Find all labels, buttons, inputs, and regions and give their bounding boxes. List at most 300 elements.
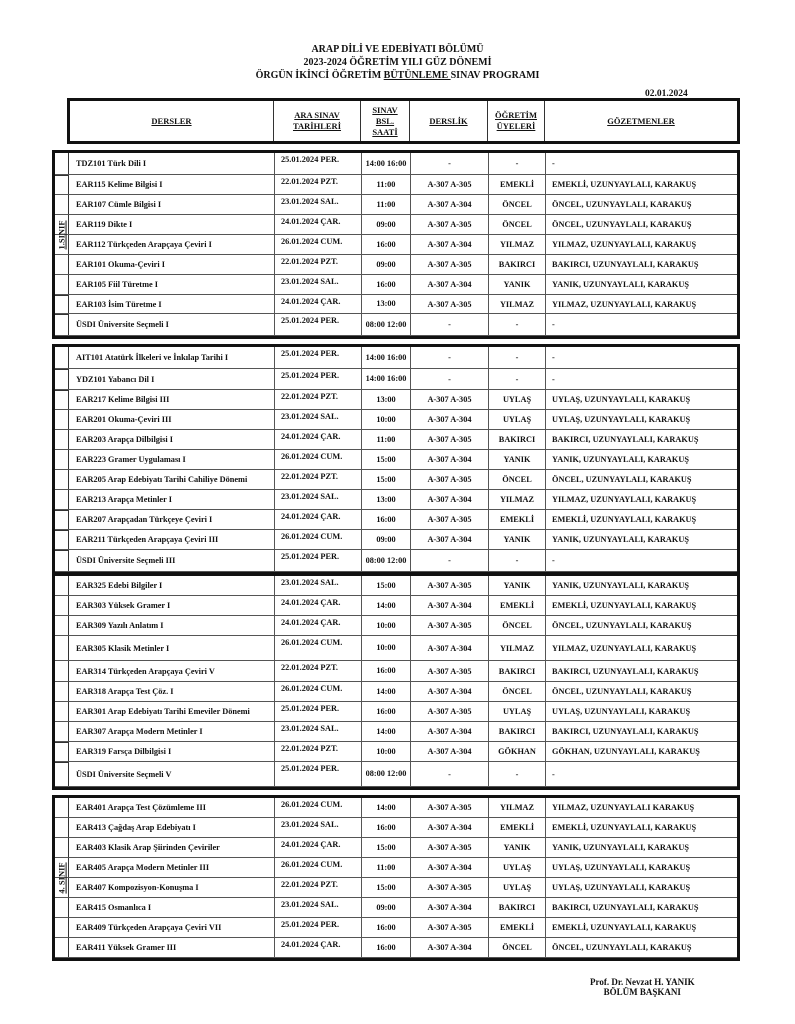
side-cell xyxy=(55,722,69,741)
instructor: - xyxy=(489,550,546,571)
classroom: A-307 A-304 xyxy=(411,275,489,294)
proctors: UYLAŞ, UZUNYAYLALI, KARAKUŞ xyxy=(552,395,691,404)
table-row xyxy=(55,918,737,938)
side-cell xyxy=(55,490,69,509)
class-level-text: 4. SINIF xyxy=(57,862,67,894)
side-cell xyxy=(55,682,69,701)
course-name: EAR314 Türkçeden Arapçaya Çeviri V xyxy=(69,661,275,681)
exam-date: 24.01.2024 ÇAR. xyxy=(275,510,362,529)
exam-time: 15:00 xyxy=(362,450,411,469)
table-row xyxy=(55,722,737,742)
exam-date: 26.01.2024 CUM. xyxy=(275,682,362,701)
proctors: BAKIRCI, UZUNYAYLALI, KARAKUŞ xyxy=(552,435,699,444)
course-name: YDZ101 Yabancı Dil I xyxy=(69,369,275,389)
course-name: EAR305 Klasik Metinler I xyxy=(69,636,275,660)
exam-time: 10:00 xyxy=(362,616,411,635)
table-row xyxy=(55,347,737,369)
table-row xyxy=(55,661,737,682)
course-name: AIT101 Atatürk İlkeleri ve İnkılap Tarihi I xyxy=(69,347,275,368)
course-name: EAR403 Klasik Arap Şiirinden Çeviriler xyxy=(69,838,275,857)
exam-time: 10:00 xyxy=(362,636,411,660)
exam-time: 10:00 xyxy=(362,742,411,761)
proctors: - xyxy=(552,353,555,362)
table-row xyxy=(55,898,737,918)
instructor: - xyxy=(489,314,546,335)
table-row xyxy=(55,410,737,430)
side-cell xyxy=(55,369,69,389)
proctors: ÖNCEL, UZUNYAYLALI, KARAKUŞ xyxy=(552,621,692,630)
side-cell xyxy=(55,153,69,174)
program-title-pre: ÖRGÜN İKİNCİ ÖĞRETİM xyxy=(255,70,384,81)
exam-time: 14:00 16:00 xyxy=(362,347,411,368)
table-row xyxy=(55,275,737,295)
classroom: A-307 A-304 xyxy=(411,636,489,660)
col-dersler: DERSLER xyxy=(70,101,274,141)
col-saat: SINAV BSL. SAATİ xyxy=(361,101,410,141)
instructor: EMEKLİ xyxy=(489,818,546,837)
instructor: YANIK xyxy=(489,275,546,294)
exam-date: 26.01.2024 CUM. xyxy=(275,858,362,877)
exam-date: 24.01.2024 ÇAR. xyxy=(275,215,362,234)
table-row xyxy=(55,450,737,470)
table-row xyxy=(55,195,737,215)
exam-date: 23.01.2024 SAL. xyxy=(275,576,362,595)
proctors: EMEKLİ, UZUNYAYLALI, KARAKUŞ xyxy=(552,601,697,610)
instructor: ÖNCEL xyxy=(489,215,546,234)
course-name: EAR409 Türkçeden Arapçaya Çeviri VII xyxy=(69,918,275,937)
table-row xyxy=(55,235,737,255)
side-cell xyxy=(55,510,69,529)
exam-time: 09:00 xyxy=(362,255,411,274)
exam-time: 14:00 xyxy=(362,798,411,817)
col-ogretim: ÖĞRETİM ÜYELERİ xyxy=(488,101,545,141)
exam-date: 24.01.2024 ÇAR. xyxy=(275,430,362,449)
course-name: EAR201 Okuma-Çeviri III xyxy=(69,410,275,429)
classroom: A-307 A-304 xyxy=(411,742,489,761)
exam-time: 09:00 xyxy=(362,898,411,917)
proctors: UYLAŞ, UZUNYAYLALI, KARAKUŞ xyxy=(552,415,691,424)
course-name: EAR401 Arapça Test Çözümleme III xyxy=(69,798,275,817)
proctors: BAKIRCI, UZUNYAYLALI, KARAKUŞ xyxy=(552,903,699,912)
side-cell xyxy=(55,576,69,595)
instructor: YANIK xyxy=(489,576,546,595)
course-name: EAR105 Fiil Türetme I xyxy=(69,275,275,294)
table-row xyxy=(55,762,737,787)
exam-time: 16:00 xyxy=(362,510,411,529)
course-name: EAR213 Arapça Metinler I xyxy=(69,490,275,509)
classroom: A-307 A-305 xyxy=(411,661,489,681)
proctors: YILMAZ, UZUNYAYLALI, KARAKUŞ xyxy=(552,643,697,653)
course-name: EAR203 Arapça Dilbilgisi I xyxy=(69,430,275,449)
instructor: YILMAZ xyxy=(489,636,546,660)
exam-date: 22.01.2024 PZT. xyxy=(275,878,362,897)
classroom: A-307 A-305 xyxy=(411,702,489,721)
exam-time: 16:00 xyxy=(362,275,411,294)
side-divider xyxy=(55,742,69,743)
classroom: A-307 A-304 xyxy=(411,722,489,741)
exam-date: 25.01.2024 PER. xyxy=(275,153,362,174)
instructor: YILMAZ xyxy=(489,235,546,254)
exam-date: 24.01.2024 ÇAR. xyxy=(275,838,362,857)
exam-time: 09:00 xyxy=(362,530,411,549)
signature xyxy=(590,977,695,997)
exam-time: 14:00 16:00 xyxy=(362,369,411,389)
exam-time: 09:00 xyxy=(362,215,411,234)
course-name: EAR411 Yüksek Gramer III xyxy=(69,938,275,957)
classroom: A-307 A-304 xyxy=(411,530,489,549)
side-cell xyxy=(55,636,69,660)
side-cell xyxy=(55,702,69,721)
side-cell xyxy=(55,430,69,449)
classroom: A-307 A-305 xyxy=(411,918,489,937)
side-cell xyxy=(55,470,69,489)
exam-date: 24.01.2024 ÇAR. xyxy=(275,616,362,635)
classroom: A-307 A-304 xyxy=(411,490,489,509)
instructor: BAKIRCI xyxy=(489,661,546,681)
table-row xyxy=(55,636,737,661)
proctors: YILMAZ, UZUNYAYLALI, KARAKUŞ xyxy=(552,299,697,309)
proctors: UYLAŞ, UZUNYAYLALI, KARAKUŞ xyxy=(552,883,691,892)
signatory-name: Prof. Dr. Nevzat H. YANIK xyxy=(590,977,695,987)
side-divider xyxy=(55,550,69,551)
course-name: EAR301 Arap Edebiyatı Tarihi Emeviler Dönemi xyxy=(69,702,275,721)
instructor: BAKIRCI xyxy=(489,722,546,741)
exam-time: 13:00 xyxy=(362,490,411,509)
classroom: - xyxy=(411,153,489,174)
exam-date: 23.01.2024 SAL. xyxy=(275,410,362,429)
instructor: GÖKHAN xyxy=(489,742,546,761)
proctors: ÖNCEL, UZUNYAYLALI, KARAKUŞ xyxy=(552,220,692,229)
col-tarih: ARA SINAV TARİHLERİ xyxy=(274,101,361,141)
table-row xyxy=(55,596,737,616)
classroom: A-307 A-304 xyxy=(411,410,489,429)
exam-time: 14:00 xyxy=(362,682,411,701)
proctors: YILMAZ, UZUNYAYLALI, KARAKUŞ xyxy=(552,495,697,504)
instructor: YILMAZ xyxy=(489,295,546,313)
side-cell xyxy=(55,550,69,571)
instructor: ÖNCEL xyxy=(489,616,546,635)
exam-date: 22.01.2024 PZT. xyxy=(275,742,362,761)
proctors: - xyxy=(552,556,555,565)
col-derslik: DERSLİK xyxy=(410,101,488,141)
course-name: EAR207 Arapçadan Türkçeye Çeviri I xyxy=(69,510,275,529)
proctors: BAKIRCI, UZUNYAYLALI, KARAKUŞ xyxy=(552,666,699,676)
exam-time: 16:00 xyxy=(362,235,411,254)
table-row xyxy=(55,616,737,636)
side-cell xyxy=(55,450,69,469)
dept-title: ARAP DİLİ VE EDEBİYATI BÖLÜMÜ xyxy=(311,44,484,55)
exam-time: 11:00 xyxy=(362,430,411,449)
classroom: A-307 A-304 xyxy=(411,858,489,877)
exam-date: 25.01.2024 PER. xyxy=(275,369,362,389)
exam-time: 13:00 xyxy=(362,390,411,409)
exam-time: 15:00 xyxy=(362,838,411,857)
course-name: EAR413 Çağdaş Arap Edebiyatı I xyxy=(69,818,275,837)
table-row xyxy=(55,576,737,596)
exam-date: 25.01.2024 PER. xyxy=(275,918,362,937)
classroom: A-307 A-304 xyxy=(411,235,489,254)
classroom: - xyxy=(411,347,489,368)
class-block xyxy=(52,795,740,961)
instructor: UYLAŞ xyxy=(489,410,546,429)
side-cell xyxy=(55,661,69,681)
program-title-underlined: BÜTÜNLEME xyxy=(383,70,451,81)
exam-date: 25.01.2024 PER. xyxy=(275,347,362,368)
classroom: A-307 A-305 xyxy=(411,295,489,313)
exam-date: 25.01.2024 PER. xyxy=(275,550,362,571)
side-divider xyxy=(55,295,69,296)
proctors: YANIK, UZUNYAYLALI, KARAKUŞ xyxy=(552,455,689,464)
table-row xyxy=(55,470,737,490)
instructor: YANIK xyxy=(489,530,546,549)
proctors: YANIK, UZUNYAYLALI, KARAKUŞ xyxy=(552,843,689,852)
term-title: 2023-2024 ÖĞRETİM YILI GÜZ DÖNEMİ xyxy=(303,57,492,68)
course-name: EAR107 Cümle Bilgisi I xyxy=(69,195,275,214)
document-date: 02.01.2024 xyxy=(645,89,688,99)
course-name: ÜSDI Üniversite Seçmeli V xyxy=(69,762,275,786)
classroom: A-307 A-305 xyxy=(411,175,489,194)
table-row xyxy=(55,390,737,410)
course-name: TDZ101 Türk Dili I xyxy=(69,153,275,174)
exam-date: 25.01.2024 PER. xyxy=(275,314,362,335)
table-row xyxy=(55,702,737,722)
table-row xyxy=(55,878,737,898)
side-cell xyxy=(55,762,69,786)
instructor: EMEKLİ xyxy=(489,510,546,529)
side-divider xyxy=(55,314,69,315)
course-name: EAR101 Okuma-Çeviri I xyxy=(69,255,275,274)
exam-date: 25.01.2024 PER. xyxy=(275,702,362,721)
class-level-label xyxy=(55,175,69,295)
proctors: YANIK, UZUNYAYLALI, KARAKUŞ xyxy=(552,535,689,544)
side-divider xyxy=(55,762,69,763)
class-block xyxy=(52,150,740,339)
exam-time: 15:00 xyxy=(362,878,411,897)
exam-date: 23.01.2024 SAL. xyxy=(275,275,362,294)
proctors: UYLAŞ, UZUNYAYLALI, KARAKUŞ xyxy=(552,863,691,872)
instructor: BAKIRCI xyxy=(489,898,546,917)
instructor: BAKIRCI xyxy=(489,255,546,274)
instructor: EMEKLİ xyxy=(489,918,546,937)
instructor: YANIK xyxy=(489,450,546,469)
instructor: ÖNCEL xyxy=(489,682,546,701)
proctors: - xyxy=(552,320,555,329)
classroom: - xyxy=(411,762,489,786)
exam-time: 16:00 xyxy=(362,702,411,721)
exam-date: 23.01.2024 SAL. xyxy=(275,195,362,214)
instructor: UYLAŞ xyxy=(489,390,546,409)
exam-time: 11:00 xyxy=(362,858,411,877)
course-name: EAR307 Arapça Modern Metinler I xyxy=(69,722,275,741)
proctors: BAKIRCI, UZUNYAYLALI, KARAKUŞ xyxy=(552,727,699,736)
class-level-label xyxy=(55,798,69,958)
table-row xyxy=(55,255,737,275)
course-name: EAR415 Osmanlıca I xyxy=(69,898,275,917)
side-cell xyxy=(55,742,69,761)
side-cell xyxy=(55,616,69,635)
course-name: EAR112 Türkçeden Arapçaya Çeviri I xyxy=(69,235,275,254)
classroom: A-307 A-304 xyxy=(411,938,489,957)
table-row xyxy=(55,742,737,762)
program-title xyxy=(0,70,795,82)
exam-time: 13:00 xyxy=(362,295,411,313)
exam-time: 15:00 xyxy=(362,470,411,489)
course-name: EAR309 Yazılı Anlatım I xyxy=(69,616,275,635)
instructor: - xyxy=(489,347,546,368)
proctors: UYLAŞ, UZUNYAYLALI, KARAKUŞ xyxy=(552,707,691,716)
side-cell xyxy=(55,596,69,615)
exam-date: 26.01.2024 CUM. xyxy=(275,530,362,549)
proctors: YILMAZ, UZUNYAYLALI, KARAKUŞ xyxy=(552,240,697,249)
table-row xyxy=(55,838,737,858)
classroom: A-307 A-305 xyxy=(411,878,489,897)
table-row xyxy=(55,490,737,510)
instructor: EMEKLİ xyxy=(489,175,546,194)
course-name: EAR205 Arap Edebiyatı Tarihi Cahiliye Dönemi xyxy=(69,470,275,489)
instructor: BAKIRCI xyxy=(489,430,546,449)
exam-time: 15:00 xyxy=(362,576,411,595)
proctors: EMEKLİ, UZUNYAYLALI, KARAKUŞ xyxy=(552,180,697,189)
classroom: A-307 A-305 xyxy=(411,390,489,409)
proctors: ÖNCEL, UZUNYAYLALI, KARAKUŞ xyxy=(552,200,692,209)
exam-date: 23.01.2024 SAL. xyxy=(275,722,362,741)
table-row xyxy=(55,153,737,175)
classroom: - xyxy=(411,369,489,389)
proctors: ÖNCEL, UZUNYAYLALI, KARAKUŞ xyxy=(552,475,692,484)
class-block xyxy=(52,573,740,790)
exam-date: 22.01.2024 PZT. xyxy=(275,255,362,274)
course-name: ÜSDI Üniversite Seçmeli I xyxy=(69,314,275,335)
proctors: EMEKLİ, UZUNYAYLALI, KARAKUŞ xyxy=(552,923,697,932)
classroom: A-307 A-304 xyxy=(411,898,489,917)
table-row xyxy=(55,550,737,572)
side-divider xyxy=(55,530,69,531)
exam-time: 10:00 xyxy=(362,410,411,429)
table-row xyxy=(55,938,737,958)
course-name: EAR211 Türkçeden Arapçaya Çeviri III xyxy=(69,530,275,549)
proctors: EMEKLİ, UZUNYAYLALI, KARAKUŞ xyxy=(552,823,697,832)
exam-date: 22.01.2024 PZT. xyxy=(275,175,362,194)
classroom: A-307 A-304 xyxy=(411,195,489,214)
program-title-post: SINAV PROGRAMI xyxy=(450,70,540,81)
classroom: A-307 A-304 xyxy=(411,818,489,837)
exam-time: 08:00 12:00 xyxy=(362,550,411,571)
exam-date: 24.01.2024 ÇAR. xyxy=(275,596,362,615)
instructor: ÖNCEL xyxy=(489,470,546,489)
classroom: - xyxy=(411,314,489,335)
proctors: - xyxy=(552,159,555,168)
proctors: ÖNCEL, UZUNYAYLALI, KARAKUŞ xyxy=(552,687,692,696)
instructor: YILMAZ xyxy=(489,490,546,509)
proctors: YILMAZ, UZUNYAYLALI KARAKUŞ xyxy=(552,803,695,812)
exam-date: 23.01.2024 SAL. xyxy=(275,490,362,509)
proctors: - xyxy=(552,769,555,779)
instructor: ÖNCEL xyxy=(489,938,546,957)
exam-date: 26.01.2024 CUM. xyxy=(275,450,362,469)
table-header xyxy=(67,98,740,144)
course-name: EAR115 Kelime Bilgisi I xyxy=(69,175,275,194)
side-cell xyxy=(55,530,69,549)
classroom: A-307 A-305 xyxy=(411,838,489,857)
table-row xyxy=(55,682,737,702)
course-name: EAR303 Yüksek Gramer I xyxy=(69,596,275,615)
table-row xyxy=(55,510,737,530)
instructor: UYLAŞ xyxy=(489,878,546,897)
exam-time: 08:00 12:00 xyxy=(362,762,411,786)
course-name: ÜSDI Üniversite Seçmeli III xyxy=(69,550,275,571)
table-row xyxy=(55,530,737,550)
classroom: A-307 A-305 xyxy=(411,255,489,274)
side-cell xyxy=(55,390,69,409)
instructor: - xyxy=(489,762,546,786)
side-divider xyxy=(55,390,69,391)
exam-date: 24.01.2024 ÇAR. xyxy=(275,938,362,957)
course-name: EAR319 Farsça Dilbilgisi I xyxy=(69,742,275,761)
course-name: EAR217 Kelime Bilgisi III xyxy=(69,390,275,409)
side-cell xyxy=(55,314,69,335)
course-name: EAR103 İsim Türetme I xyxy=(69,295,275,313)
proctors: ÖNCEL, UZUNYAYLALI, KARAKUŞ xyxy=(552,943,692,952)
exam-time: 08:00 12:00 xyxy=(362,314,411,335)
exam-date: 26.01.2024 CUM. xyxy=(275,636,362,660)
table-row xyxy=(55,818,737,838)
instructor: UYLAŞ xyxy=(489,702,546,721)
classroom: A-307 A-305 xyxy=(411,798,489,817)
course-name: EAR407 Kompozisyon-Konuşma I xyxy=(69,878,275,897)
exam-time: 14:00 xyxy=(362,596,411,615)
classroom: - xyxy=(411,550,489,571)
side-cell xyxy=(55,347,69,368)
exam-time: 16:00 xyxy=(362,938,411,957)
side-cell xyxy=(55,410,69,429)
table-row xyxy=(55,215,737,235)
exam-date: 22.01.2024 PZT. xyxy=(275,390,362,409)
class-block xyxy=(52,344,740,575)
exam-date: 26.01.2024 CUM. xyxy=(275,798,362,817)
side-divider xyxy=(55,510,69,511)
classroom: A-307 A-304 xyxy=(411,450,489,469)
proctors: YANIK, UZUNYAYLALI, KARAKUŞ xyxy=(552,581,689,590)
instructor: YANIK xyxy=(489,838,546,857)
exam-time: 14:00 16:00 xyxy=(362,153,411,174)
instructor: - xyxy=(489,369,546,389)
instructor: UYLAŞ xyxy=(489,858,546,877)
classroom: A-307 A-304 xyxy=(411,596,489,615)
table-row xyxy=(55,430,737,450)
course-name: EAR405 Arapça Modern Metinler III xyxy=(69,858,275,877)
classroom: A-307 A-305 xyxy=(411,616,489,635)
course-name: EAR223 Gramer Uygulaması I xyxy=(69,450,275,469)
exam-date: 23.01.2024 SAL. xyxy=(275,898,362,917)
exam-date: 23.01.2024 SAL. xyxy=(275,818,362,837)
exam-time: 11:00 xyxy=(362,195,411,214)
instructor: EMEKLİ xyxy=(489,596,546,615)
exam-date: 24.01.2024 ÇAR. xyxy=(275,295,362,313)
instructor: - xyxy=(489,153,546,174)
table-row xyxy=(55,314,737,336)
table-row xyxy=(55,295,737,314)
proctors: GÖKHAN, UZUNYAYLALI, KARAKUŞ xyxy=(552,747,700,756)
side-cell xyxy=(55,295,69,313)
exam-time: 14:00 xyxy=(362,722,411,741)
course-name: EAR318 Arapça Test Çöz. I xyxy=(69,682,275,701)
exam-time: 16:00 xyxy=(362,661,411,681)
proctors: EMEKLİ, UZUNYAYLALI, KARAKUŞ xyxy=(552,515,697,524)
class-level-text: 1.SINIF xyxy=(57,220,67,250)
proctors: - xyxy=(552,374,555,384)
proctors: BAKIRCI, UZUNYAYLALI, KARAKUŞ xyxy=(552,260,699,269)
side-divider xyxy=(55,369,69,370)
